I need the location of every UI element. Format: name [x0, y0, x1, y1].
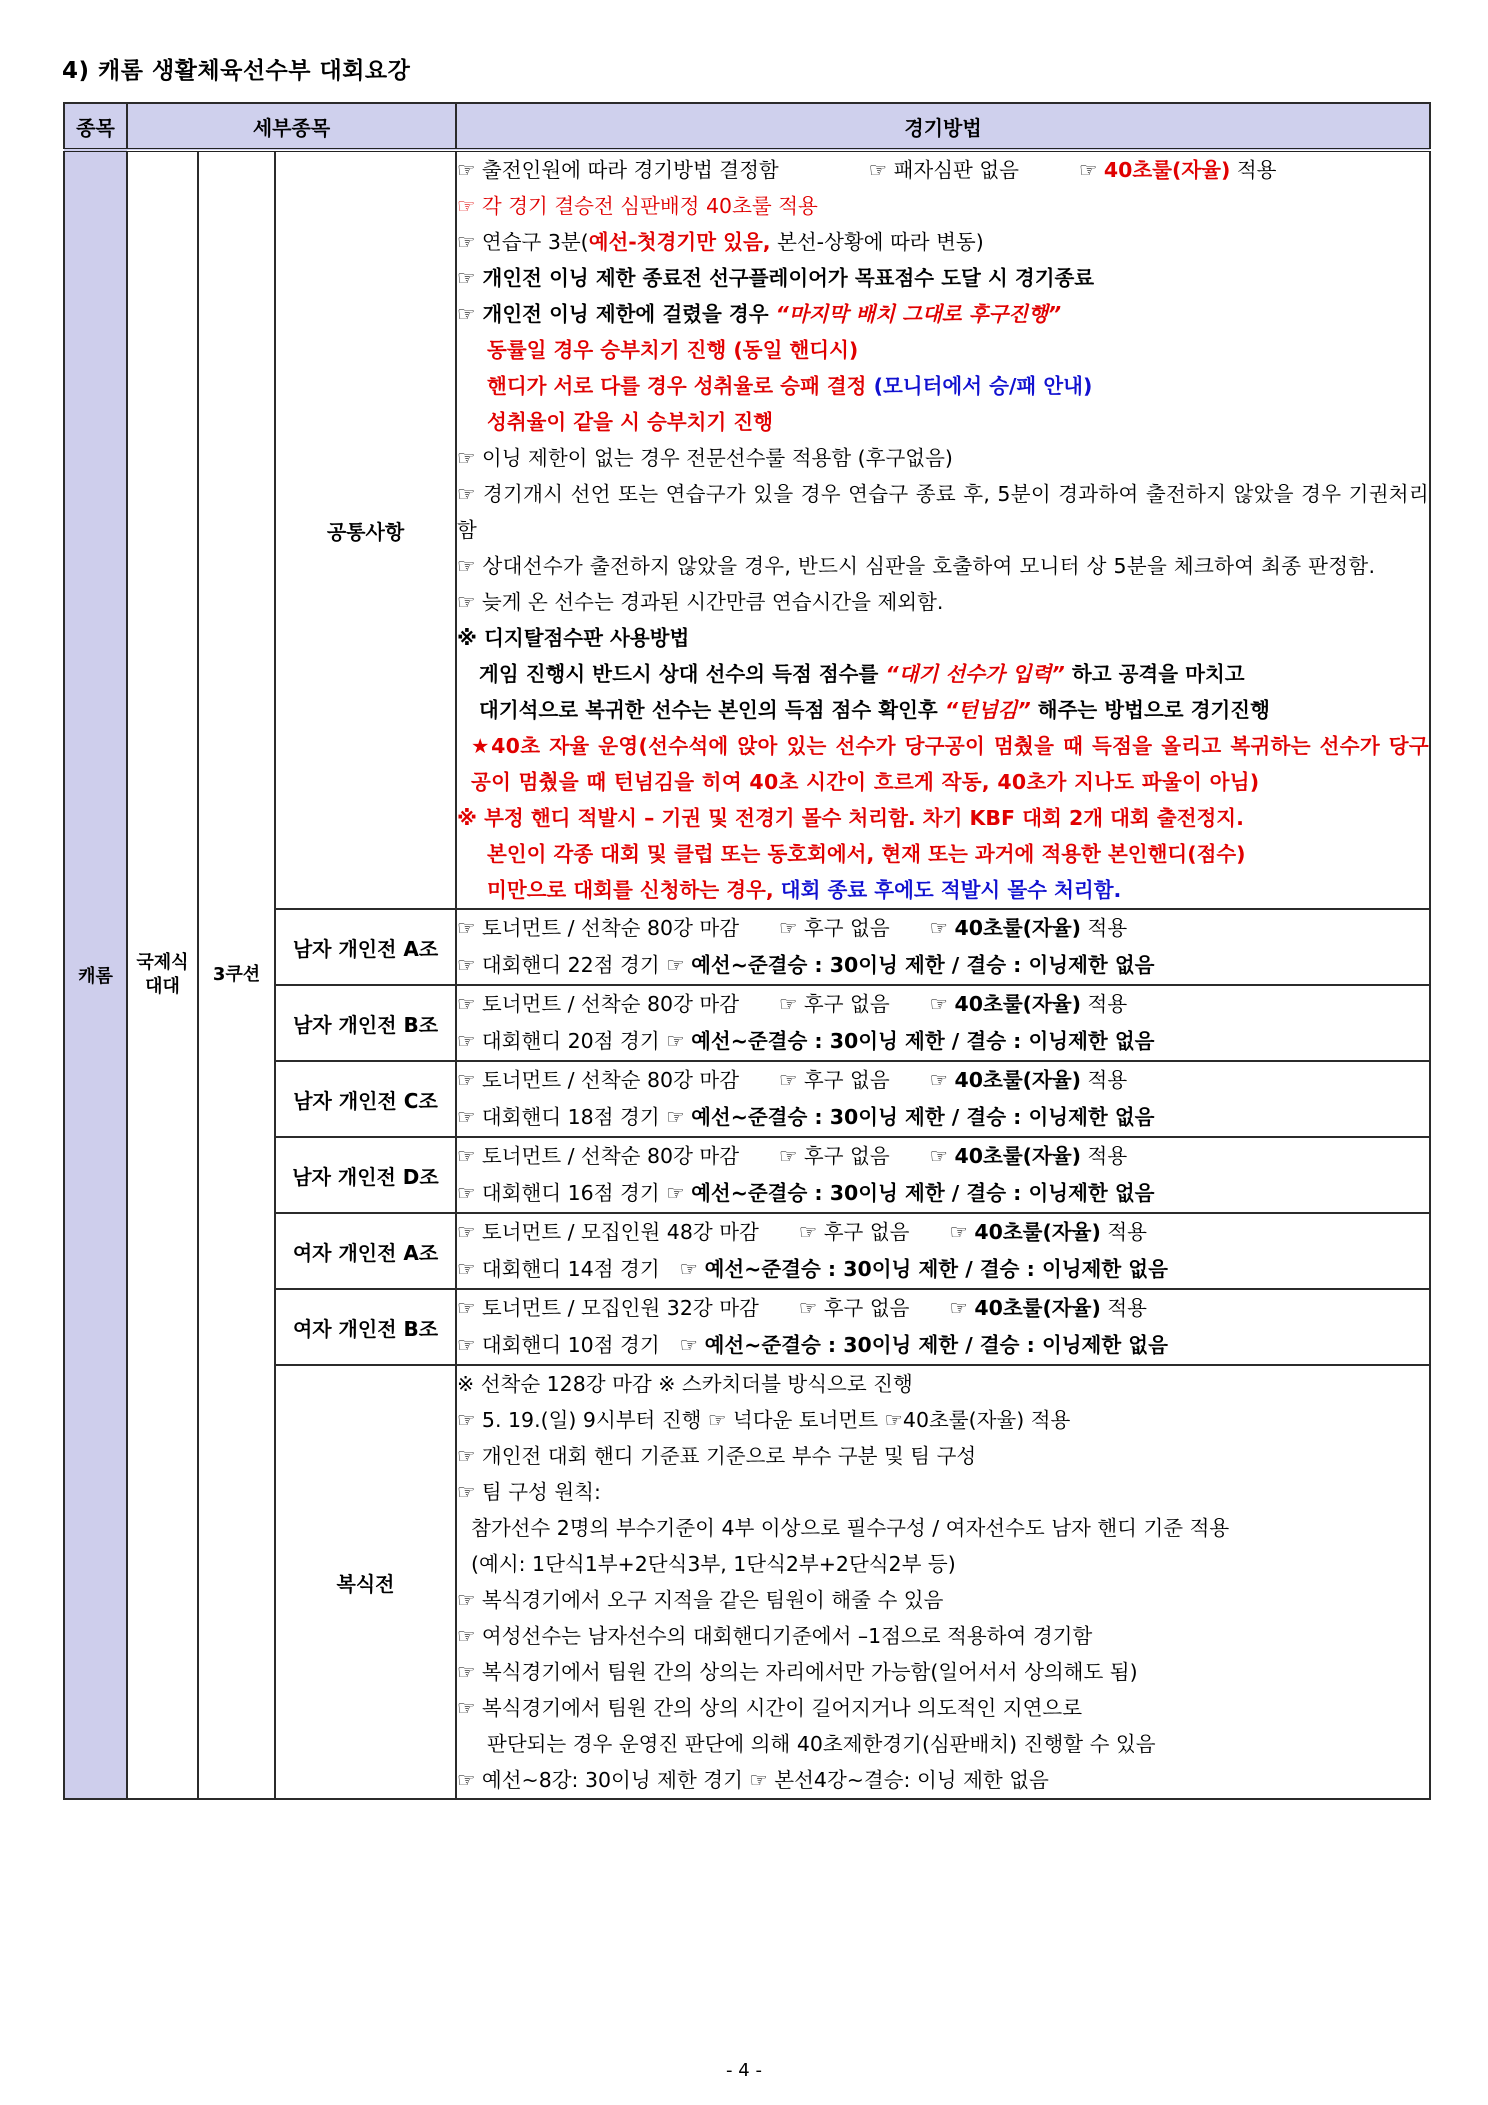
common-label: 공통사항	[275, 150, 456, 909]
common-line-13: ※ 디지탈점수판 사용방법	[457, 626, 690, 650]
common-line-10: ☞ 경기개시 선언 또는 연습구가 있을 경우 연습구 종료 후, 5분이 경과하여 출전하지 않았을 경우 기권처리함	[457, 482, 1430, 542]
division-content: ☞ 토너먼트 / 선착순 80강 마감 ☞ 후구 없음 ☞ 40초룰(자율) 적용 ☞ 대회핸디 16점 경기 ☞ 예선~준결승 : 30이닝 제한 / 결승 : 이닝제한 없음	[456, 1137, 1430, 1213]
common-line-5: ☞ 개인전 이닝 제한에 걸렸을 경우 “마지막 배치 그대로 후구진행”	[457, 302, 1062, 326]
header-method: 경기방법	[456, 103, 1430, 150]
doubles-line: ☞ 복식경기에서 오구 지적을 같은 팀원이 해줄 수 있음	[457, 1588, 944, 1612]
common-line-7: 핸디가 서로 다를 경우 성취율로 승패 결정 (모니터에서 승/패 안내)	[487, 374, 1093, 398]
common-line-12: ☞ 늦게 온 선수는 경과된 시간만큼 연습시간을 제외함.	[457, 590, 944, 614]
doubles-line: ☞ 여성선수는 남자선수의 대회핸디기준에서 –1점으로 적용하여 경기함	[457, 1624, 1093, 1648]
sub2-cell: 3쿠션	[198, 150, 275, 1799]
common-content	[456, 150, 1430, 909]
common-line-15: 대기석으로 복귀한 선수는 본인의 득점 점수 확인후 “턴넘김” 해주는 방법으로 경기진행	[479, 698, 1270, 722]
common-line-14: 게임 진행시 반드시 상대 선수의 득점 점수를 “대기 선수가 입력” 하고 공격을 마치고	[479, 662, 1245, 686]
table-header-row	[64, 103, 1430, 150]
division-content: ☞ 토너먼트 / 모집인원 48강 마감 ☞ 후구 없음 ☞ 40초룰(자율) 적용 ☞ 대회핸디 14점 경기 ☞ 예선~준결승 : 30이닝 제한 / 결승 : 이닝제한 없음	[456, 1213, 1430, 1289]
section-title: 4) 캐롬 생활체육선수부 대회요강	[62, 58, 411, 84]
common-line-17: ※ 부정 핸디 적발시 – 기권 및 전경기 몰수 처리함. 차기 KBF 대회 2개 대회 출전정지.	[457, 806, 1244, 830]
common-line-3: ☞ 연습구 3분(예선-첫경기만 있음, 본선-상황에 따라 변동)	[457, 230, 984, 254]
doubles-line: ☞ 팀 구성 원칙:	[457, 1480, 601, 1504]
common-line-6: 동률일 경우 승부치기 진행 (동일 핸디시)	[487, 338, 859, 362]
doubles-line: 참가선수 2명의 부수기준이 4부 이상으로 필수구성 / 여자선수도 남자 핸디 기준 적용	[471, 1516, 1230, 1540]
sub1-text: 국제식 대대	[136, 952, 189, 997]
common-line-19: 미만으로 대회를 신청하는 경우, 대회 종료 후에도 적발시 몰수 처리함.	[487, 878, 1122, 902]
division-label: 남자 개인전 A조	[275, 909, 456, 985]
common-line-1: ☞ 출전인원에 따라 경기방법 결정함 ☞ 패자심판 없음 ☞ 40초룰(자율) 적용	[457, 158, 1277, 182]
doubles-line: ☞ 5. 19.(일) 9시부터 진행 ☞ 넉다운 토너먼트 ☞40초룰(자율) 적용	[457, 1408, 1071, 1432]
division-content: ☞ 토너먼트 / 선착순 80강 마감 ☞ 후구 없음 ☞ 40초룰(자율) 적용 ☞ 대회핸디 20점 경기 ☞ 예선~준결승 : 30이닝 제한 / 결승 : 이닝제한 없음	[456, 985, 1430, 1061]
doubles-line: ※ 선착순 128강 마감 ※ 스카치더블 방식으로 진행	[457, 1372, 913, 1396]
common-row	[64, 150, 1430, 909]
header-sub: 세부종목	[127, 103, 456, 150]
common-line-4: ☞ 개인전 이닝 제한 종료전 선구플레이어가 목표점수 도달 시 경기종료	[457, 266, 1095, 290]
doubles-line: ☞ 복식경기에서 팀원 간의 상의 시간이 길어지거나 의도적인 지연으로	[457, 1696, 1083, 1720]
page-number: - 4 -	[726, 2060, 762, 2081]
sub1-cell	[127, 150, 198, 1799]
division-label: 여자 개인전 B조	[275, 1289, 456, 1365]
common-line-16: ★40초 자율 운영(선수석에 앉아 있는 선수가 당구공이 멈췄을 때 득점을 올리고 복귀하는 선수가 당구공이 멈췄을 때 턴넘김을 히여 40초 시간이 흐르게 작동, 40초가 지나도 파울이 아님)	[471, 734, 1430, 794]
event-cell: 캐롬	[64, 150, 127, 1799]
division-label: 남자 개인전 C조	[275, 1061, 456, 1137]
common-line-2: ☞ 각 경기 결승전 심판배정 40초룰 적용	[457, 194, 818, 218]
common-line-9: ☞ 이닝 제한이 없는 경우 전문선수룰 적용함 (후구없음)	[457, 446, 953, 470]
header-event: 종목	[64, 103, 127, 150]
doubles-line: ☞ 복식경기에서 팀원 간의 상의는 자리에서만 가능함(일어서서 상의해도 됨)	[457, 1660, 1138, 1684]
doubles-line: (예시: 1단식1부+2단식3부, 1단식2부+2단식2부 등)	[471, 1552, 956, 1576]
division-content: ☞ 토너먼트 / 모집인원 32강 마감 ☞ 후구 없음 ☞ 40초룰(자율) 적용 ☞ 대회핸디 10점 경기 ☞ 예선~준결승 : 30이닝 제한 / 결승 : 이닝제한 없음	[456, 1289, 1430, 1365]
doubles-line: ☞ 예선~8강: 30이닝 제한 경기 ☞ 본선4강~결승: 이닝 제한 없음	[457, 1768, 1049, 1792]
common-line-18: 본인이 각종 대회 및 클럽 또는 동호회에서, 현재 또는 과거에 적용한 본인핸디(점수)	[487, 842, 1246, 866]
doubles-line: 판단되는 경우 운영진 판단에 의해 40초제한경기(심판배치) 진행할 수 있음	[487, 1732, 1156, 1756]
rules-table	[63, 102, 1431, 1800]
common-line-11: ☞ 상대선수가 출전하지 않았을 경우, 반드시 심판을 호출하여 모니터 상 5분을 체크하여 최종 판정함.	[457, 554, 1376, 578]
division-label: 남자 개인전 B조	[275, 985, 456, 1061]
doubles-label: 복식전	[275, 1365, 456, 1799]
division-label: 여자 개인전 A조	[275, 1213, 456, 1289]
doubles-line: ☞ 개인전 대회 핸디 기준표 기준으로 부수 구분 및 팀 구성	[457, 1444, 977, 1468]
division-content: ☞ 토너먼트 / 선착순 80강 마감 ☞ 후구 없음 ☞ 40초룰(자율) 적용 ☞ 대회핸디 18점 경기 ☞ 예선~준결승 : 30이닝 제한 / 결승 : 이닝제한 없음	[456, 1061, 1430, 1137]
division-label: 남자 개인전 D조	[275, 1137, 456, 1213]
common-line-8: 성취율이 같을 시 승부치기 진행	[487, 410, 774, 434]
doubles-content	[456, 1365, 1430, 1799]
division-content: ☞ 토너먼트 / 선착순 80강 마감 ☞ 후구 없음 ☞ 40초룰(자율) 적용 ☞ 대회핸디 22점 경기 ☞ 예선~준결승 : 30이닝 제한 / 결승 : 이닝제한 없음	[456, 909, 1430, 985]
